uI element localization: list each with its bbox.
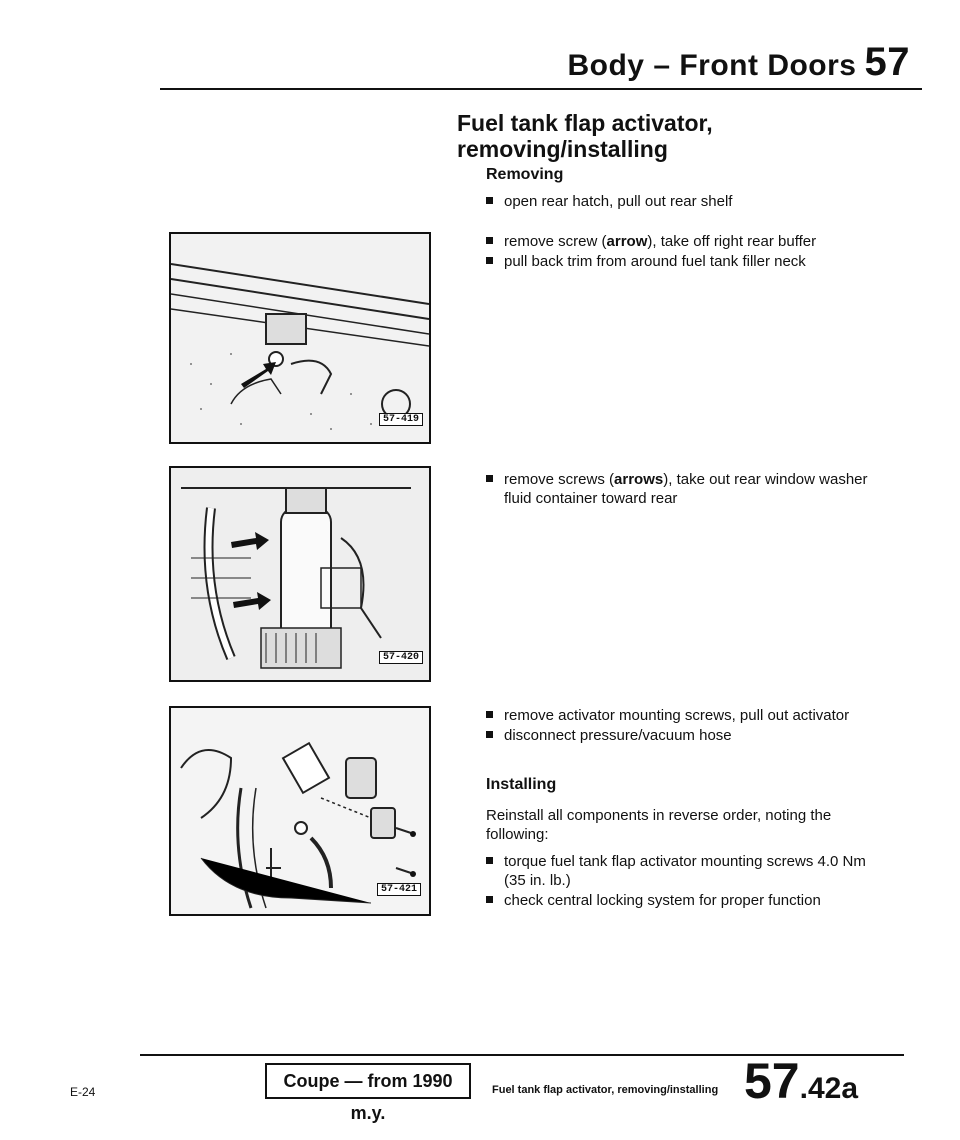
- step2-item-a: [486, 232, 886, 251]
- model-badge: Coupe — from 1990 m.y.: [265, 1063, 471, 1099]
- page-number-suffix: .42a: [799, 1072, 859, 1105]
- figure-washer-container: [169, 466, 431, 682]
- installing-intro: Reinstall all components in reverse order, noting the following:: [486, 807, 832, 843]
- page-header-title: [567, 40, 910, 85]
- step3-list: [486, 470, 886, 509]
- installing-item: torque fuel tank flap activator mounting screws 4.0 Nm (35 in. lb.): [486, 852, 886, 890]
- step2-list: [486, 232, 886, 272]
- washer-container-screws-illustration-icon: [171, 468, 429, 680]
- footer-caption: Fuel tank flap activator, removing/installing: [492, 1084, 719, 1096]
- step2a-bold: arrow: [606, 233, 648, 250]
- figure-flap-activator: [169, 706, 431, 916]
- installing-list: [486, 852, 886, 911]
- step2-item-b: pull back trim from around fuel tank filler neck: [486, 252, 886, 271]
- step3-bold: arrows: [614, 471, 664, 488]
- step2a-post: ), take off right rear buffer: [647, 233, 817, 250]
- step3-pre: remove screws (: [504, 471, 615, 488]
- removing-heading: Removing: [486, 166, 564, 183]
- header-divider: [160, 88, 922, 90]
- figure-label: 57-421: [377, 883, 421, 896]
- step1-item: open rear hatch, pull out rear shelf: [486, 192, 886, 211]
- step3-post: ), take out rear window washer fluid container toward rear: [504, 471, 868, 507]
- installing-item: check central locking system for proper function: [486, 891, 886, 910]
- header-title-text: Body – Front Doors: [567, 49, 857, 82]
- step1-list: [486, 192, 886, 212]
- figure-rear-buffer: [169, 232, 431, 444]
- step2a-pre: remove screw (: [504, 233, 607, 250]
- figure-label: 57-419: [379, 413, 423, 426]
- section-title: Fuel tank flap activator, removing/installing: [457, 110, 713, 162]
- header-section-number: 57: [864, 40, 910, 84]
- step4-item-b: disconnect pressure/vacuum hose: [486, 726, 886, 745]
- page-code: E-24: [70, 1085, 96, 1099]
- step4-list: [486, 706, 886, 746]
- step4-item-a: remove activator mounting screws, pull out activator: [486, 706, 886, 725]
- installing-heading: Installing: [486, 776, 557, 793]
- page-number: [744, 1053, 859, 1114]
- figure-label: 57-420: [379, 651, 423, 664]
- step3-item: [486, 470, 886, 508]
- rear-buffer-screw-illustration-icon: [171, 234, 429, 442]
- page-number-main: 57: [744, 1053, 800, 1109]
